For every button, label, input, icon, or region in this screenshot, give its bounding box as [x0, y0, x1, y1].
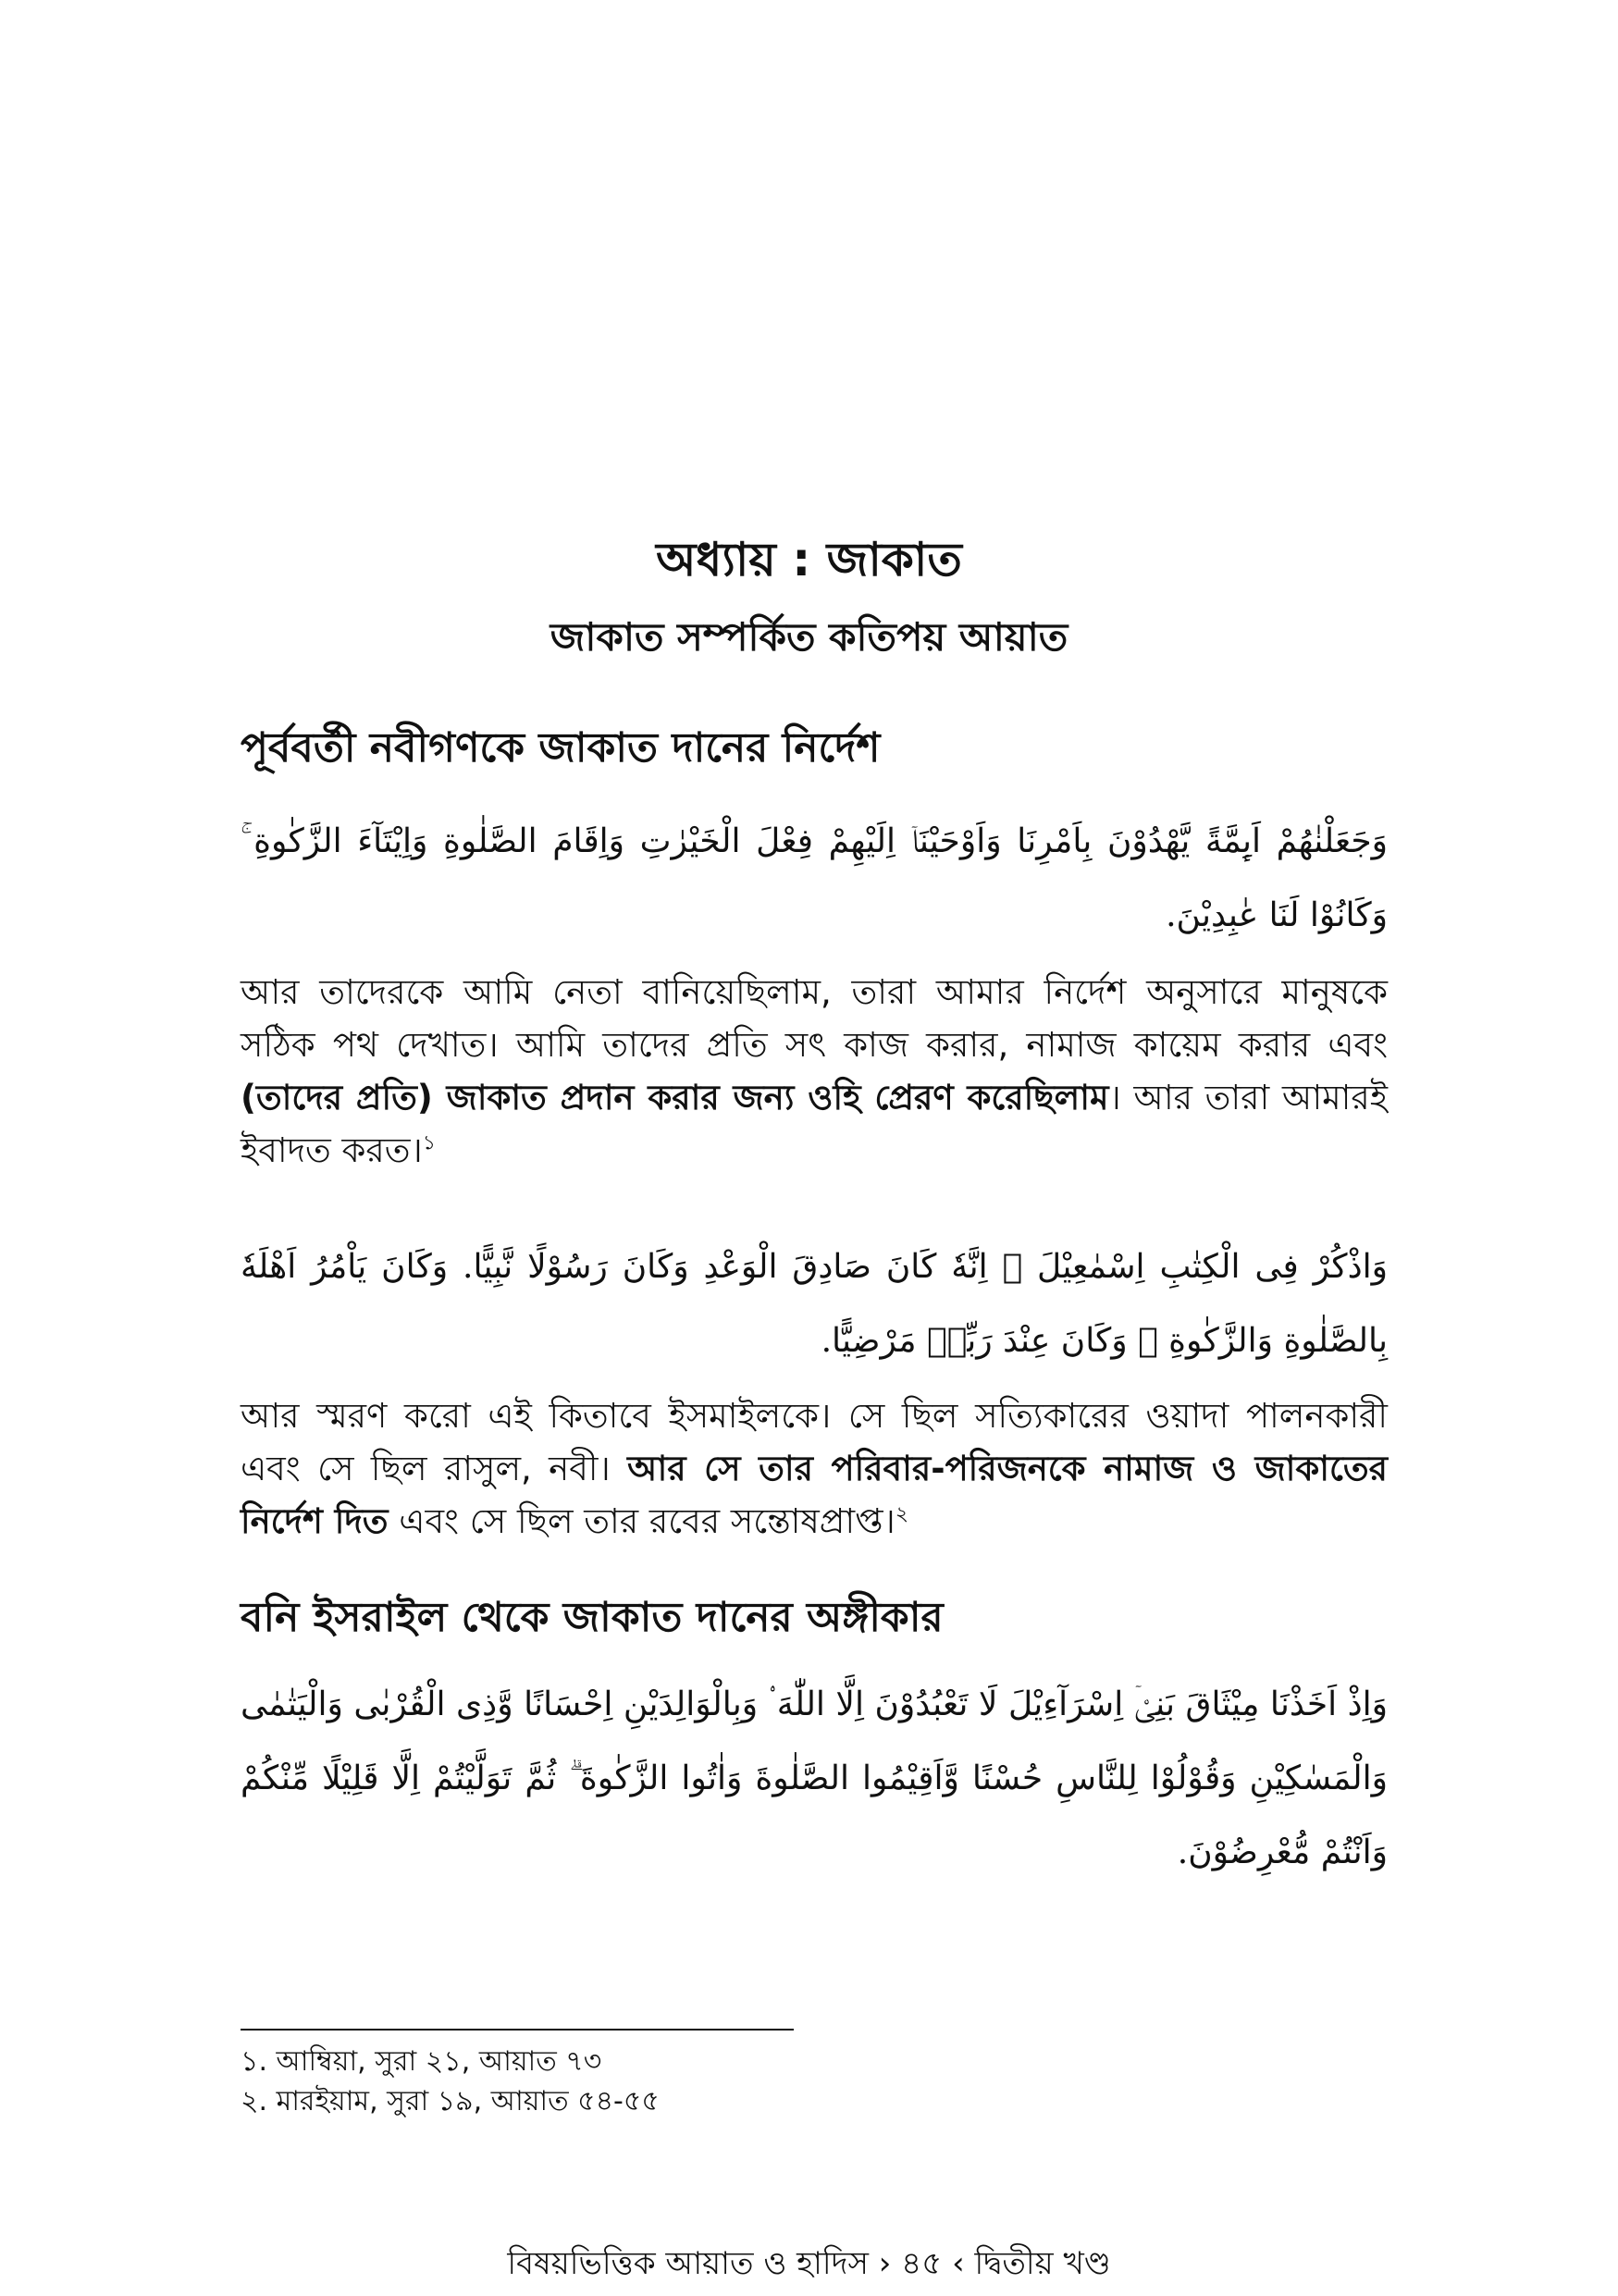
translation-emphasis: আর সে তার পরিবার-পরিজনকে নামাজ ও জাকাতের নির্দেশ দিত [241, 1449, 1389, 1541]
verse-translation [241, 1389, 1388, 1548]
verse-translation [241, 966, 1388, 1177]
chapter-subtitle: জাকাত সম্পর্কিত কতিপয় আয়াত [550, 614, 1068, 660]
arabic-verse: وَاِذْ اَخَذْنَا مِيْثَاقَ بَنِىْۤ اِسْرَآءِيْلَ لَا تَعْبُدُوْنَ اِلَّا اللّٰهَ ۟ وَبِالْوَالِدَيْنِ اِحْسَانًا وَّذِى الْقُرْبٰى وَالْيَتٰمٰى وَالْمَسٰكِيْنِ وَقُوْلُوْا لِلنَّاسِ حُسْنًا وَّاَقِيْمُوا الصَّلٰوةَ وَاٰتُوا الزَّكٰوةَ ۗ ثُمَّ تَوَلَّيْتُمْ اِلَّا قَلِيْلًا مِّنْكُمْ وَاَنْتُمْ مُّعْرِضُوْنَ. [241, 1685, 1388, 1871]
arabic-verse: وَجَعَلْنٰهُمْ اَىِٕمَّةً يَّهْدُوْنَ بِاَمْرِنَا وَاَوْحَيْنَاۤ اِلَيْهِمْ فِعْلَ الْخَيْرٰتِ وَاِقَامَ الصَّلٰوةِ وَاِيْتَآءَ الزَّكٰوةِ ۚ وَكَانُوْا لَنَا عٰبِدِيْنَ. [241, 822, 1388, 934]
arabic-verse: وَاذْكُرْ فِى الْكِتٰبِ اِسْمٰعِيْلَ ۫ اِنَّهٗ كَانَ صَادِقَ الْوَعْدِ وَكَانَ رَسُوْلًا نَّبِيًّا. وَكَانَ يَاْمُرُ اَهْلَهٗ بِالصَّلٰوةِ وَالزَّكٰوةِ ۪ وَكَانَ عِنْدَ رَبِّهٖ مَرْضِيًّا. [241, 1248, 1388, 1360]
translation-text: । আর তারা আমারই ইবাদত করত। [241, 1078, 1388, 1170]
footnote-divider [241, 2029, 794, 2031]
footnote: ২. মারইয়াম, সুরা ১৯, আয়াত ৫৪-৫৫ [241, 2085, 660, 2117]
page-footer: বিষয়ভিত্তিক আয়াত ও হাদিস › ৪৫ ‹ দ্বিতীয় খণ্ড [507, 2245, 1111, 2282]
section-heading: পূর্ববর্তী নবীগণকে জাকাত দানের নির্দেশ [241, 724, 881, 772]
translation-text: আর স্মরণ করো এই কিতাবে ইসমাইলকে। সে ছিল সত্যিকারের ওয়াদা পালনকারী এবং সে ছিল রাসুল, নবী। [241, 1396, 1388, 1488]
footnote-ref: ১ [422, 1130, 437, 1155]
section-heading: বনি ইসরাইল থেকে জাকাত দানের অঙ্গীকার [241, 1594, 944, 1641]
footnote: ১. আম্বিয়া, সুরা ২১, আয়াত ৭৩ [241, 2045, 602, 2078]
translation-emphasis: (তাদের প্রতি) জাকাত প্রদান করার জন্য ওহি প্রেরণ করেছিলাম [241, 1078, 1109, 1117]
translation-text: এবং সে ছিল তার রবের সন্তোষপ্রাপ্ত। [388, 1501, 895, 1541]
translation-text: আর তাদেরকে আমি নেতা বানিয়েছিলাম, তারা আমার নির্দেশ অনুসারে মানুষকে সঠিক পথ দেখাত। আমি তাদের প্রতি সৎ কাজ করার, নামাজ কায়েম করার এবং [241, 972, 1388, 1065]
chapter-title: অধ্যায় : জাকাত [656, 533, 962, 586]
footnote-ref: ২ [895, 1501, 909, 1526]
